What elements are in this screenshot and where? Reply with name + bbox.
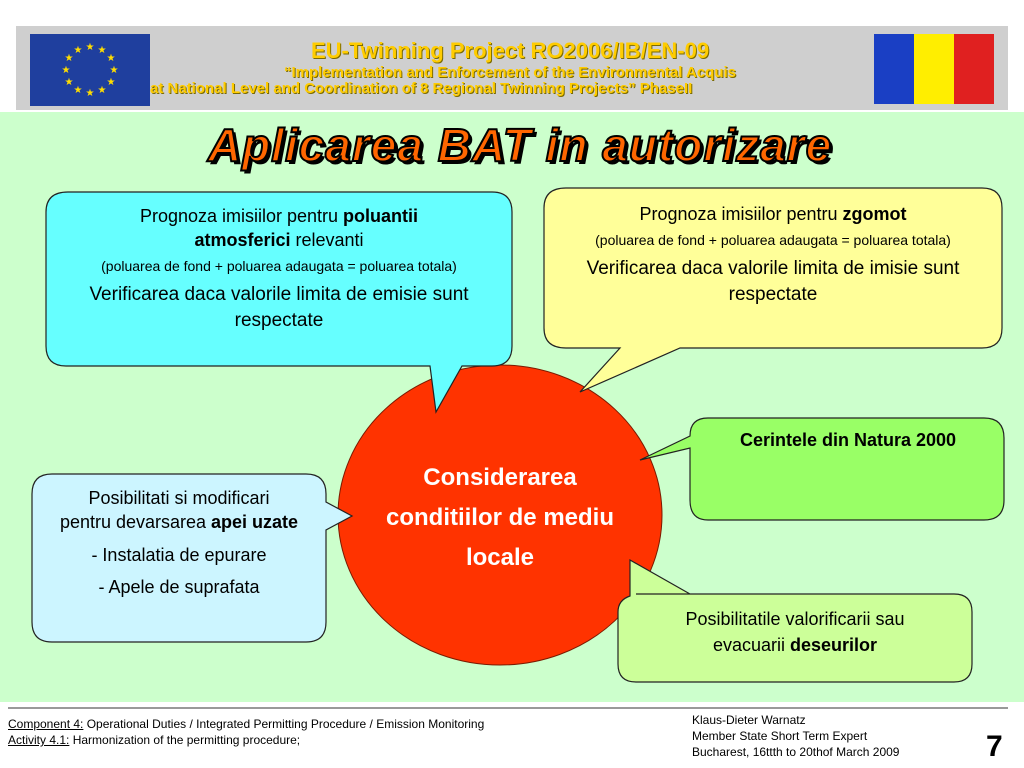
activity-text: Harmonization of the permitting procedure; <box>69 733 301 747</box>
noise-heading-prefix: Prognoza imisiilor pentru <box>639 204 843 224</box>
expert-name: Klaus-Dieter Warnatz <box>692 713 806 727</box>
svg-text:★: ★ <box>97 85 107 96</box>
footer-right <box>692 712 952 760</box>
svg-text:★: ★ <box>73 85 83 96</box>
waste-line2-bold: deseurilor <box>790 635 878 655</box>
air-formula: (poluarea de fond + poluarea adaugata = poluarea totala) <box>101 258 457 274</box>
location-date: Bucharest, 16ttth to 20thof March 2009 <box>692 745 900 759</box>
noise-heading-bold: zgomot <box>842 204 907 224</box>
slide-title: Aplicarea BAT in autorizare <box>207 119 833 171</box>
air-heading-suffix: relevanti <box>290 230 364 250</box>
air-bubble <box>62 204 496 334</box>
activity-label: Activity 4.1: <box>8 733 70 747</box>
expert-role: Member State Short Term Expert <box>692 729 868 743</box>
water-item2: - Apele de suprafata <box>98 577 260 597</box>
noise-formula: (poluarea de fond + poluarea adaugata = poluarea totala) <box>595 232 951 248</box>
project-subtitle-line2: at National Level and Coordination of 8 Regional Twinning Projects” PhaseII <box>150 80 693 97</box>
svg-text:★: ★ <box>85 42 95 53</box>
center-line1: Considerarea <box>423 464 577 491</box>
page-number: 7 <box>986 730 1003 763</box>
waste-line2-prefix: evacuarii <box>712 635 790 655</box>
footer-divider <box>8 707 1008 709</box>
component-text: Operational Duties / Integrated Permitting Procedure / Emission Monitoring <box>83 717 485 731</box>
noise-bubble <box>560 202 986 308</box>
project-title: EU-Twinning Project RO2006/IB/EN-09 <box>310 38 710 63</box>
component-label: Component 4: <box>8 717 84 731</box>
center-line3: locale <box>465 544 535 571</box>
noise-check: Verificarea daca valorile limita de imisie sunt respectate <box>586 258 960 305</box>
air-heading-bold1: poluantii <box>343 206 419 226</box>
water-line2-prefix: pentru devarsarea <box>59 512 212 532</box>
svg-text:★: ★ <box>73 45 83 56</box>
svg-text:★: ★ <box>64 77 74 88</box>
svg-text:★: ★ <box>106 77 116 88</box>
svg-text:★: ★ <box>97 45 107 56</box>
svg-text:★: ★ <box>64 53 74 64</box>
svg-text:★: ★ <box>106 53 116 64</box>
water-line2-bold: apei uzate <box>211 512 299 532</box>
natura-bubble: Cerintele din Natura 2000 <box>739 430 957 450</box>
project-subtitle-line1: “Implementation and Enforcement of the Environmental Acquis <box>284 64 736 81</box>
water-item1: - Instalatia de epurare <box>91 545 267 565</box>
air-heading-bold2: atmosferici <box>194 230 291 250</box>
center-line2: conditiilor de mediu <box>385 504 614 531</box>
air-check: Verificarea daca valorile limita de emisie sunt respectate <box>89 284 469 331</box>
footer-left <box>8 716 648 748</box>
water-line1: Posibilitati si modificari <box>88 488 270 508</box>
waste-bubble <box>628 606 962 658</box>
svg-text:★: ★ <box>109 65 119 76</box>
water-bubble <box>44 486 314 602</box>
waste-line1: Posibilitatile valorificarii sau <box>685 609 905 629</box>
air-heading-prefix: Prognoza imisiilor pentru <box>139 206 344 226</box>
svg-text:★: ★ <box>61 65 71 76</box>
svg-text:★: ★ <box>85 88 95 99</box>
center-text <box>370 458 630 578</box>
